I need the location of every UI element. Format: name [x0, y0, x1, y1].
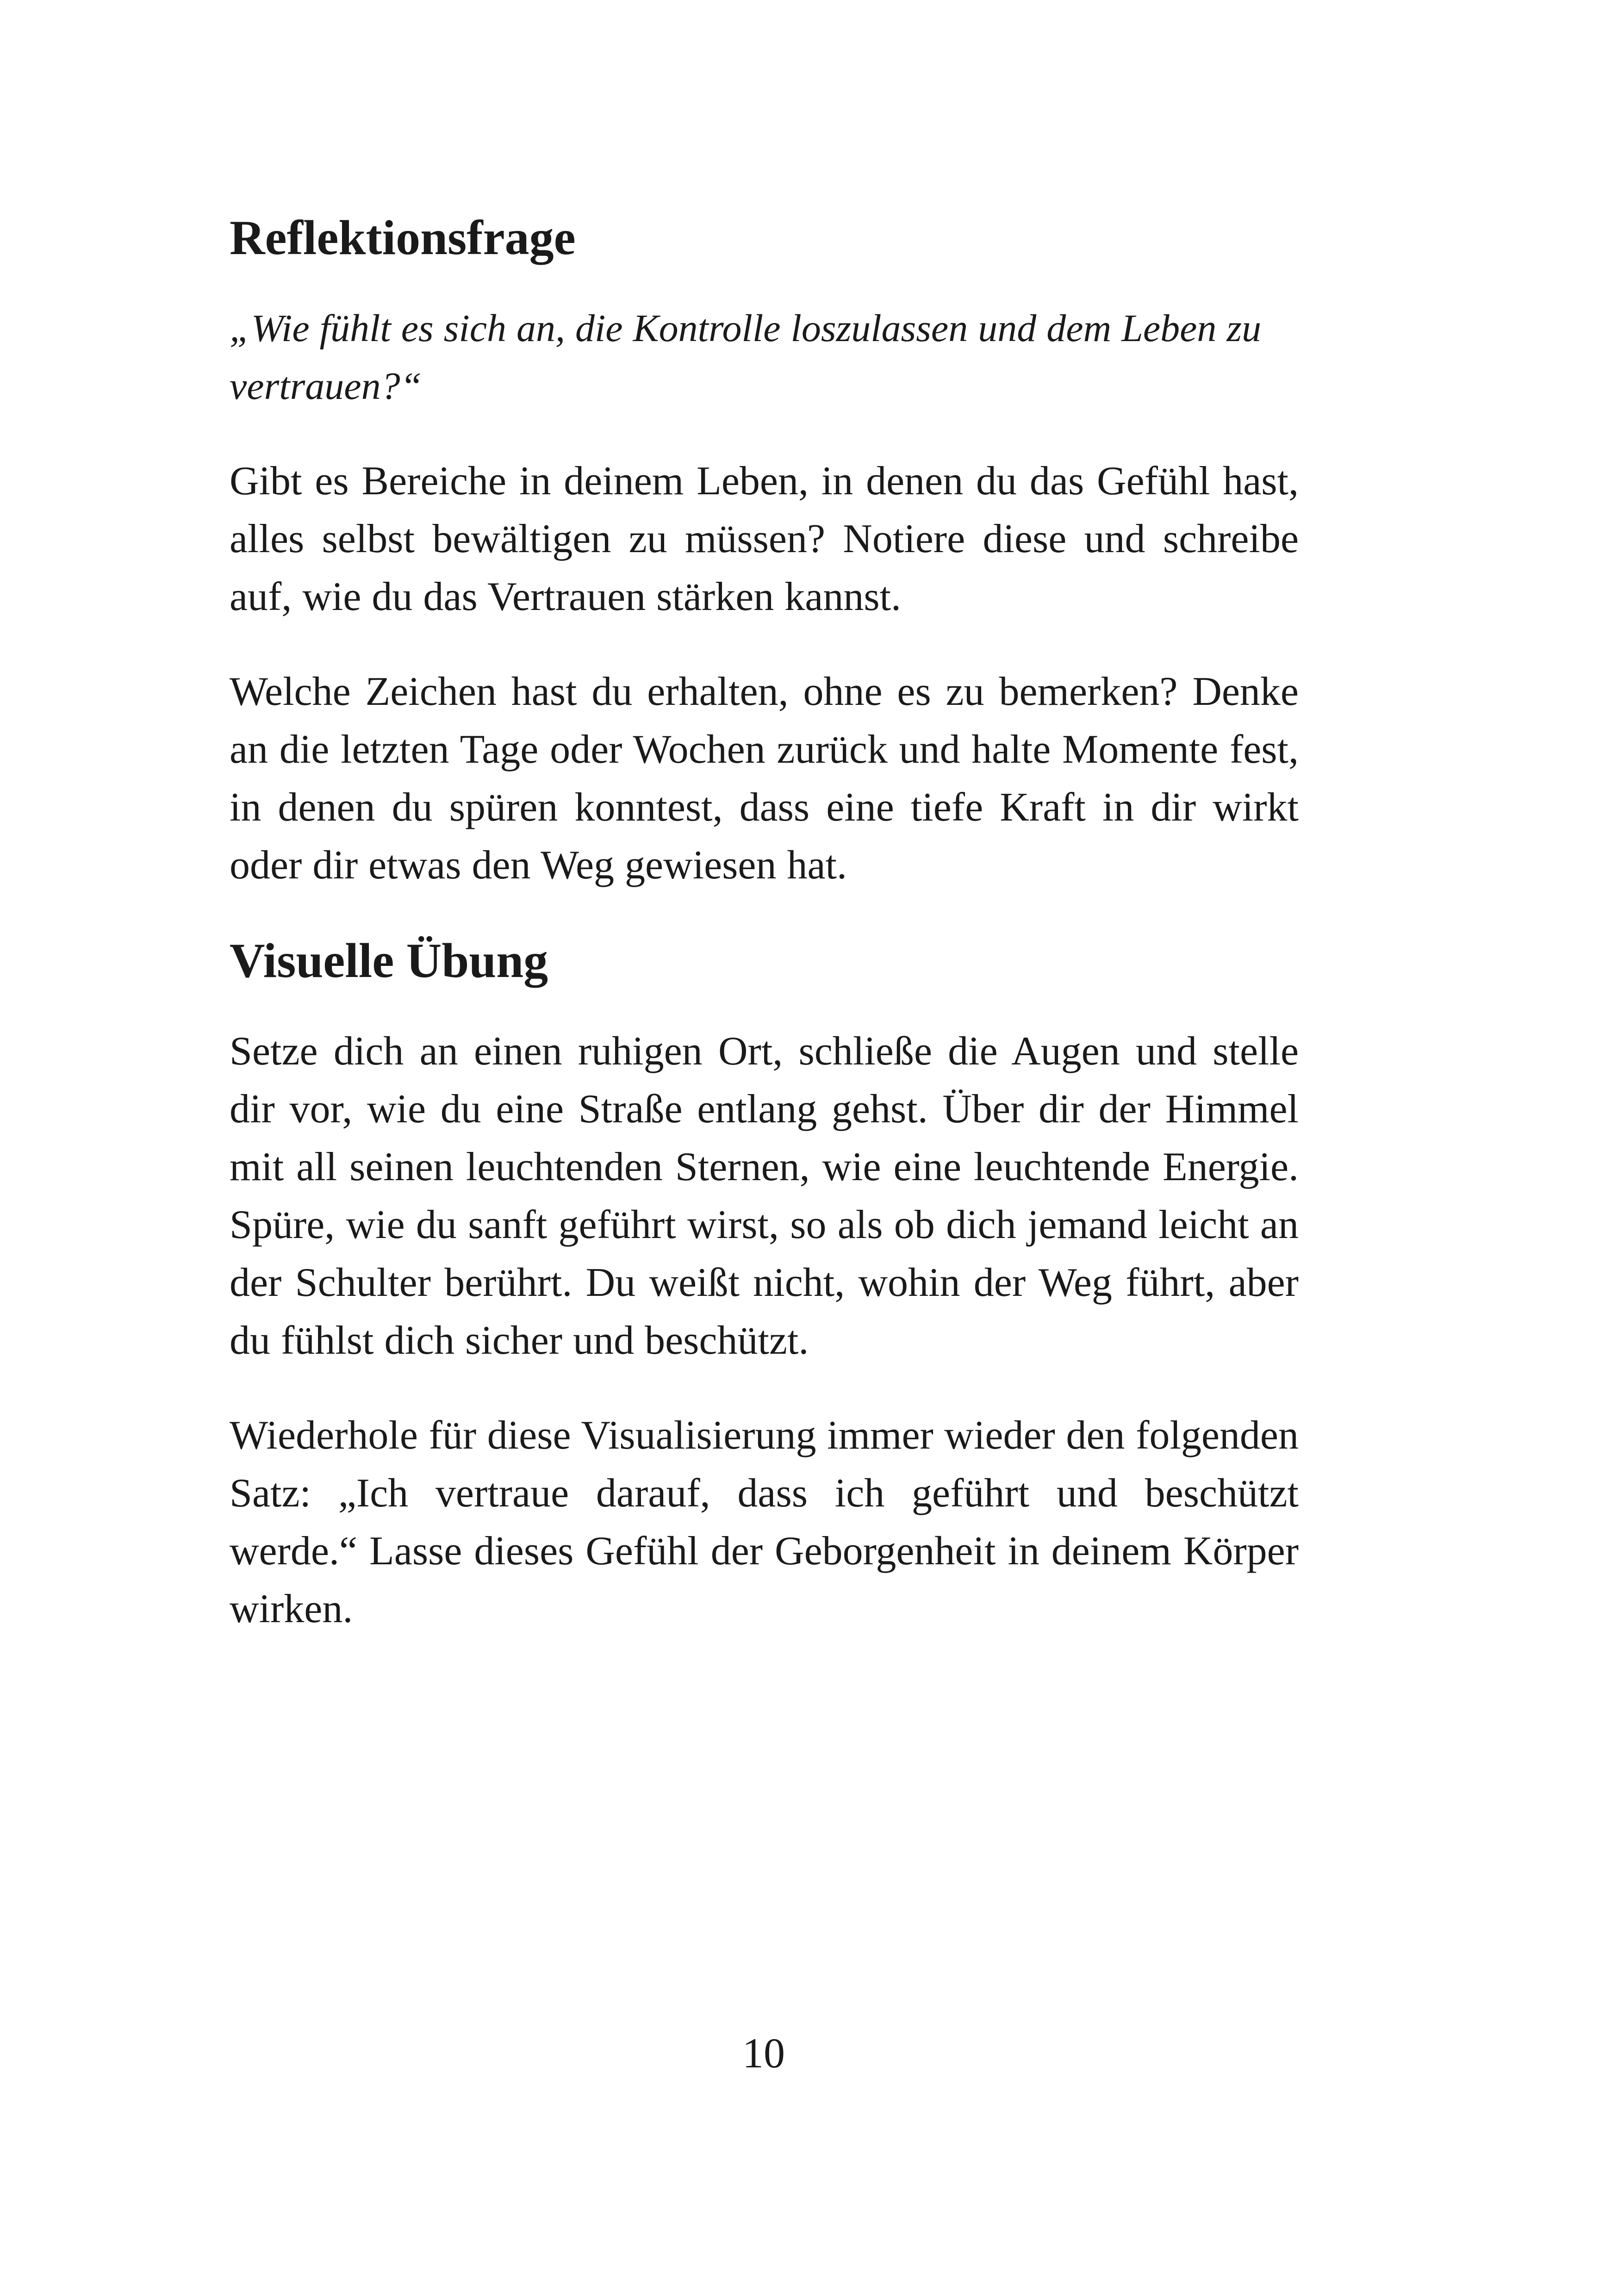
paragraph-visualisierung: Setze dich an einen ruhigen Ort, schließe die Augen und stelle dir vor, wie du eine Straße entlang gehst. Über dir der Himmel mit all seinen leuchtenden Sternen, wie eine leuchtende Energie. Spüre, wie du sanft geführt wirst, so als ob dich jemand leicht an der Schulter berührt. Du weißt nicht, wohin der Weg führt, aber du fühlst dich sicher und beschützt.: [230, 1029, 1299, 1363]
reflection-quote: „Wie fühlt es sich an, die Kontrolle loszulassen und dem Leben zu vertrauen?“: [230, 307, 1262, 408]
page-content: [230, 208, 1299, 1675]
section-heading-reflektionsfrage: Reflektionsfrage: [230, 211, 576, 265]
section-heading-visuelle-uebung: Visuelle Übung: [230, 933, 548, 988]
paragraph-wiederhole: Wiederhole für diese Visualisierung immer wieder den folgenden Satz: „Ich vertraue darauf, dass ich geführt und beschützt werde.“ Lasse dieses Gefühl der Geborgenheit in deinem Körper wirken.: [230, 1413, 1299, 1632]
page-number: 10: [742, 2029, 785, 2077]
paragraph-zeichen: Welche Zeichen hast du erhalten, ohne es zu bemerken? Denke an die letzten Tage oder Wochen zurück und halte Momente fest, in denen du spüren konntest, dass eine tiefe Kraft in dir wirkt oder dir etwas den Weg gewiesen hat.: [230, 669, 1299, 888]
paragraph-bereiche: Gibt es Bereiche in deinem Leben, in denen du das Gefühl hast, alles selbst bewältigen zu müssen? Notiere diese und schreibe auf, wie du das Vertrauen stärken kannst.: [230, 459, 1299, 620]
